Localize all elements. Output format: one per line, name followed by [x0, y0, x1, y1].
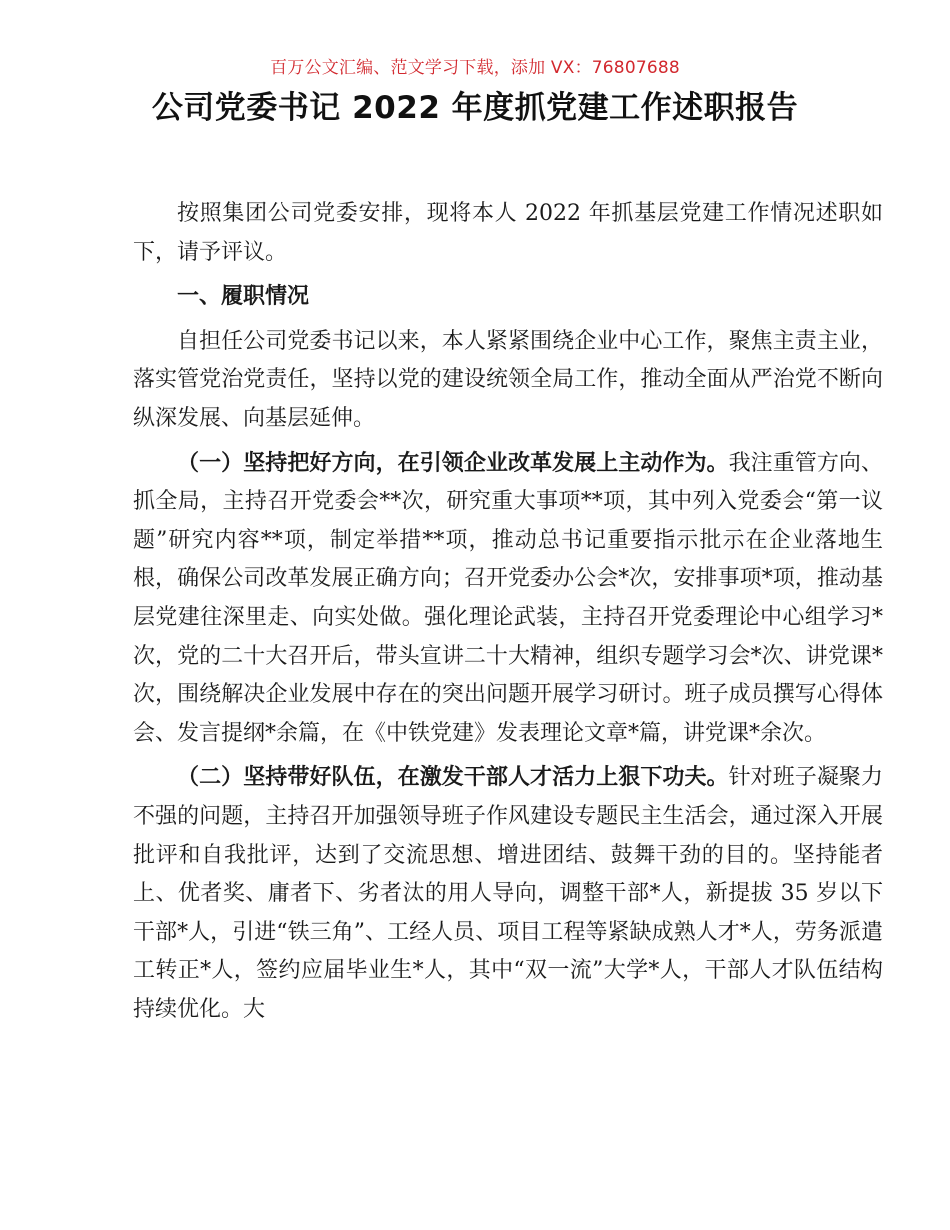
item-lead-team: （二）坚持带好队伍，在激发干部人才活力上狠下功夫。 [177, 765, 729, 791]
document-title: 公司党委书记 2022 年度抓党建工作述职报告 [151, 90, 799, 126]
item-lead-direction: （一）坚持把好方向，在引领企业改革发展上主动作为。 [177, 450, 729, 476]
item-text-direction: 我注重管方向、抓全局，主持召开党委会**次，研究重大事项**项，其中列入党委会“第一议题”研究内容**项，制定举措**项，推动总书记重要指示批示在企业落地生根，确保公司改革发展正确方向；召开党委办公会*次，安排事项*项，推动基层党建往深里走、向实处做。强化理论武装，主持召开党委理论中心组学习*次，党的二十大召开后，带头宣讲二十大精神，组织专题学习会*次、讲党课*次，围绕解决企业发展中存在的突出问题开展学习研讨。班子成员撰写心得体会、发言提纲*余篇，在《中铁党建》发表理论文章*篇，讲党课*余次。 [133, 450, 883, 746]
watermark-banner: 百万公文汇编、范文学习下载，添加 VX：76807688 [270, 58, 680, 78]
intro-paragraph: 按照集团公司党委安排，现将本人 2022 年抓基层党建工作情况述职如下，请予评议。 [133, 201, 883, 265]
section-heading-performance: 一、履职情况 [177, 284, 310, 310]
item-text-team: 针对班子凝聚力不强的问题，主持召开加强领导班子作风建设专题民主生活会，通过深入开展批评和自我批评，达到了交流思想、增进团结、鼓舞干劲的目的。坚持能者上、优者奖、庸者下、劣者汰的用人导向，调整干部*人，新提拔 35 岁以下干部*人，引进“铁三角”、工经人员、项目工程等紧缺成熟人才*人，劳务派遣工转正*人，签约应届毕业生*人，其中“双一流”大学*人，干部人才队伍结构持续优化。大 [133, 765, 883, 1022]
section-intro-paragraph: 自担任公司党委书记以来，本人紧紧围绕企业中心工作，聚焦主责主业，落实管党治党责任，坚持以党的建设统领全局工作，推动全面从严治党不断向纵深发展、向基层延伸。 [133, 328, 883, 431]
item-paragraph-direction [133, 445, 883, 754]
item-paragraph-team [133, 759, 883, 1029]
document-body [133, 195, 883, 1035]
